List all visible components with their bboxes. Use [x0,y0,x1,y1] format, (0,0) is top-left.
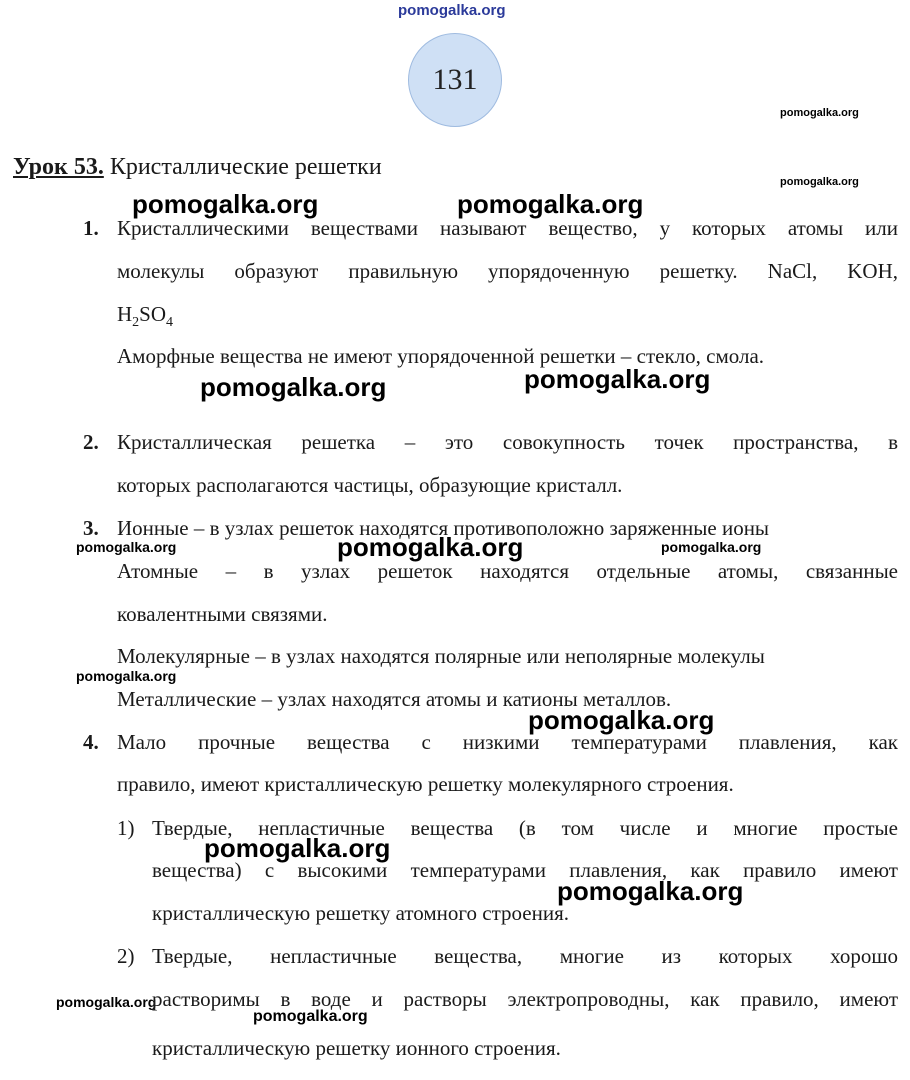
item-number: 4. [83,730,99,754]
lesson-heading [13,154,382,181]
watermark: pomogalka.org [204,833,391,863]
watermark: pomogalka.org [200,372,387,402]
item-number: 3. [83,516,99,540]
top-site-link[interactable]: pomogalka.org [398,2,506,19]
item-line: Аморфные вещества не имеют упорядоченной решетки – стекло, смола. [117,344,765,368]
watermark: pomogalka.org [661,539,762,555]
item-line: Кристаллическая решетка – это совокупность точек пространства, в [117,430,898,454]
watermark: pomogalka.org [557,876,744,906]
item-line: Молекулярные – в узлах находятся полярные или неполярные молекулы [117,644,765,668]
subitem-line: Твердые, непластичные вещества (в том числе и многие простые [152,816,898,840]
page-number-badge [408,33,502,127]
subitem-line: Твердые, непластичные вещества, многие из которых хорошо [152,944,898,968]
item-number: 2. [83,430,99,454]
lesson-label: Урок 53. [13,154,104,180]
item-line: правило, имеют кристаллическую решетку молекулярного строения. [117,772,734,796]
watermark: pomogalka.org [76,668,177,684]
subitem-number: 1) [117,816,135,840]
subitem-line: растворимы в воде и растворы электропроводны, как правило, имеют [152,987,898,1011]
watermark: pomogalka.org [76,539,177,555]
watermark: pomogalka.org [253,1008,368,1025]
subitem-line: кристаллическую решетку атомного строения. [152,901,569,925]
watermark: pomogalka.org [528,705,715,735]
item-line: которых располагаются частицы, образующие кристалл. [117,473,623,497]
lesson-title: Кристаллические решетки [109,154,382,180]
subitem-number: 2) [117,944,135,968]
watermark: pomogalka.org [524,364,711,394]
watermark: pomogalka.org [780,107,859,119]
item-line: Мало прочные вещества с низкими температурами плавления, как [117,730,898,754]
item-number: 1. [83,216,99,240]
item-line: ковалентными связями. [117,602,328,626]
item-line: Кристаллическими веществами называют вещество, у которых атомы или [117,216,898,240]
subitem-line: вещества) с высокими температурами плавления, как правило имеют [152,858,898,882]
page-number: 131 [432,63,478,96]
watermark: pomogalka.org [780,176,859,188]
item-line: Металлические – узлах находятся атомы и катионы металлов. [117,687,672,711]
watermark: pomogalka.org [132,189,319,219]
subitem-line: кристаллическую решетку ионного строения. [152,1036,561,1060]
formula-h2so4: $H_2SO_4$ [117,302,174,331]
watermark: pomogalka.org [56,994,157,1010]
item-line: Атомные – в узлах решеток находятся отдельные атомы, связанные [117,559,898,583]
item-line: Ионные – в узлах решеток находятся противоположно заряженные ионы [117,516,770,540]
watermark: pomogalka.org [457,189,644,219]
item-line: молекулы образуют правильную упорядоченную решетку. NaCl, KOH, [117,259,898,283]
watermark: pomogalka.org [337,532,524,562]
